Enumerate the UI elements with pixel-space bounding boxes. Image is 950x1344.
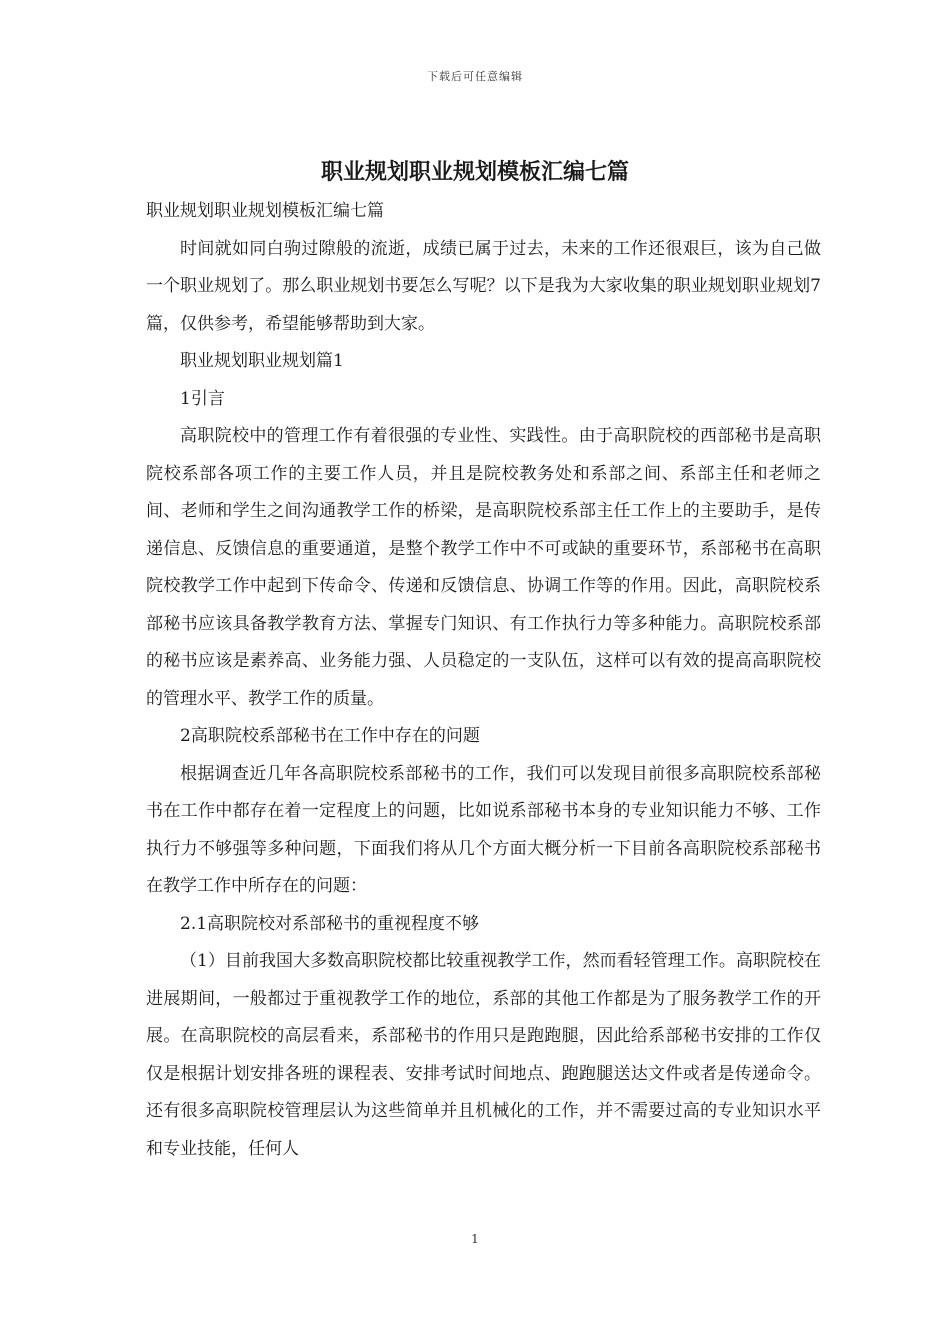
section-heading-problems: 2高职院校系部秘书在工作中存在的问题 [180, 726, 480, 746]
page-number: 1 [471, 1232, 479, 1246]
subsection-heading: 2.1高职院校对系部秘书的重视程度不够 [180, 913, 480, 934]
document-body [146, 193, 821, 1168]
section-heading-part-1: 职业规划职业规划篇1 [180, 351, 344, 371]
section-heading-introduction: 1引言 [180, 388, 225, 409]
body-paragraph: （1）目前我国大多数高职院校都比较重视教学工作，然而看轻管理工作。高职院校在进展期间，一般都过于重视教学工作的地位，系部的其他工作都是为了服务教学工作的开展。在高职院校的高层看来，系部秘书的作用只是跑跑腿，因此给系部秘书安排的工作仅仅是根据计划安排各班的课程表、安排考试时间地点、跑跑腿送达文件或者是传递命令。还有很多高职院校管理层认为这些简单并且机械化的工作，并不需要过高的专业知识水平和专业技能，任何人 [146, 951, 821, 1159]
intro-paragraph: 时间就如同白驹过隙般的流逝，成绩已属于过去，未来的工作还很艰巨，该为自己做一个职业规划了。那么职业规划书要怎么写呢？以下是我为大家收集的职业规划职业规划7篇，仅供参考，希望能够帮助到大家。 [146, 238, 821, 334]
page-header-note: 下载后可任意编辑 [427, 70, 523, 83]
subtitle-paragraph: 职业规划职业规划模板汇编七篇 [146, 201, 384, 221]
body-paragraph: 根据调查近几年各高职院校系部秘书的工作，我们可以发现目前很多高职院校系部秘书在工作中都存在着一定程度上的问题，比如说系部秘书本身的专业知识能力不够、工作执行力不够强等多种问题，下面我们将从几个方面大概分析一下目前各高职院校系部秘书在教学工作中所存在的问题： [146, 763, 821, 896]
document-title: 职业规划职业规划模板汇编七篇 [320, 159, 629, 185]
body-paragraph: 高职院校中的管理工作有着很强的专业性、实践性。由于高职院校的西部秘书是高职院校系部各项工作的主要工作人员，并且是院校教务处和系部之间、系部主任和老师之间、老师和学生之间沟通教学工作的桥梁，是高职院校系部主任工作上的主要助手，是传递信息、反馈信息的重要通道，是整个教学工作中不可或缺的重要环节，系部秘书在高职院校教学工作中起到下传命令、传递和反馈信息、协调工作等的作用。因此，高职院校系部秘书应该具备教学教育方法、掌握专门知识、有工作执行力等多种能力。高职院校系部的秘书应该是素养高、业务能力强、人员稳定的一支队伍，这样可以有效的提高高职院校的管理水平、教学工作的质量。 [146, 426, 821, 709]
